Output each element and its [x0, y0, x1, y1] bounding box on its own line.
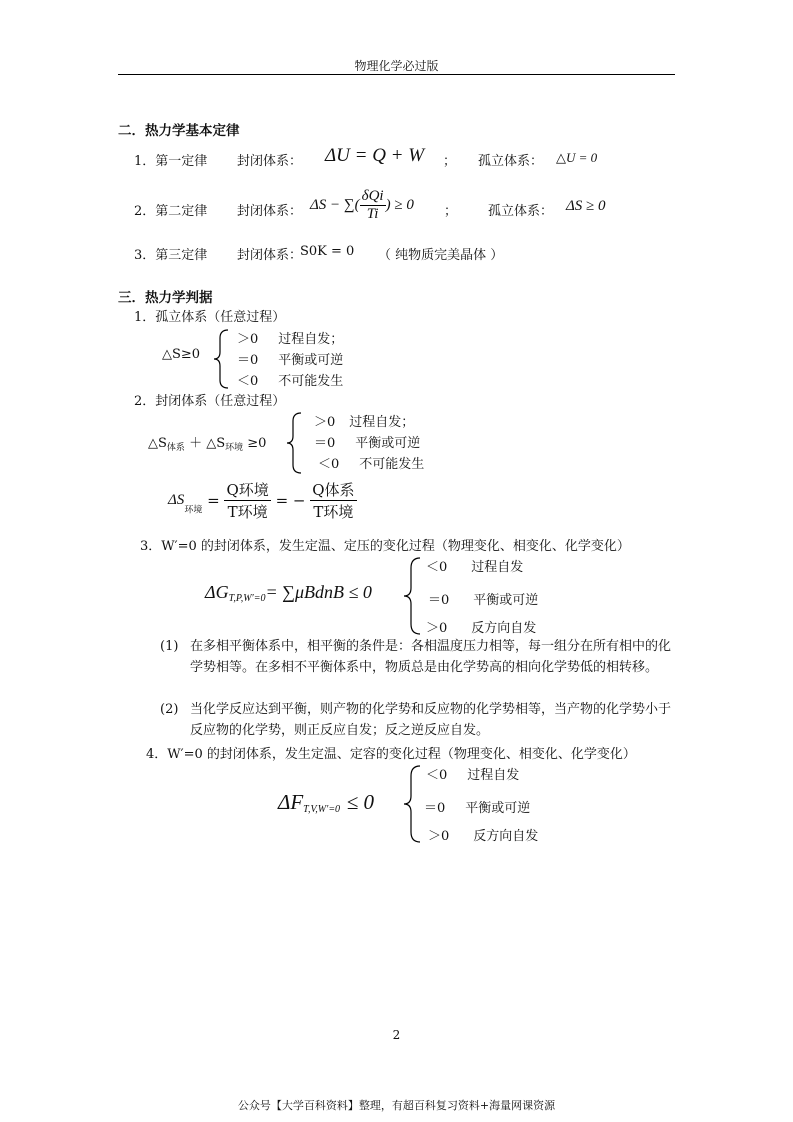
- law2-rhs: ) ≥ 0: [385, 197, 414, 213]
- item1-case-3-text: 不可能发生: [278, 374, 344, 389]
- item3-case-1: [426, 556, 523, 575]
- item4-case-1: [426, 764, 519, 783]
- item3-case-3-sign: ＞0: [426, 621, 448, 636]
- item4-rhs: ≤ 0: [346, 790, 375, 814]
- env-eq-lhs: ΔS: [168, 492, 185, 508]
- env-eq-equals2: = −: [275, 491, 306, 510]
- note2-text: 当化学反应达到平衡，则产物的化学势和反应物的化学势相等，当产物的化学势小于反应物的化学势，则正反应自发；反之逆反应自发。: [190, 702, 672, 738]
- item4-lhs: ΔF: [278, 790, 304, 814]
- law2-equation: [310, 188, 414, 223]
- page-number: 2: [392, 1028, 401, 1042]
- item1-case-1-text: 过程自发；: [278, 332, 344, 347]
- law2-numerator: δQi: [361, 188, 384, 204]
- page-header-title: 物理化学必过版: [354, 59, 439, 73]
- law2-separator: ；: [444, 204, 458, 219]
- item4-case-2-text: 平衡或可逆: [465, 801, 531, 816]
- item1-brace: [212, 328, 232, 390]
- item3-case-3: [426, 617, 536, 636]
- env-entropy-equation: [168, 479, 357, 522]
- item4-case-2-sign: ＝0: [424, 801, 446, 816]
- item2-lhs-ge: ≥0: [247, 436, 267, 451]
- item2-lhs-plus: ＋ △S: [189, 436, 226, 451]
- item3-lhs: ΔG: [205, 582, 229, 602]
- item2-case-2-sign: ＝0: [314, 436, 336, 451]
- item1-case-3-sign: ＜0: [237, 374, 259, 389]
- item3-case-2-text: 平衡或可逆: [473, 593, 539, 608]
- header-rule: [118, 74, 675, 75]
- item3-case-2-sign: ＝0: [428, 593, 450, 608]
- item1-case-1: [237, 328, 343, 347]
- item2-case-3: [318, 453, 424, 472]
- item3-label: 3．W′=0 的封闭体系，发生定温、定压的变化过程（物理变化、相变化、化学变化）: [140, 539, 630, 554]
- env-eq-den1: T环境: [227, 503, 268, 521]
- law2-lhs: ΔS − ∑(: [310, 197, 360, 213]
- item4-case-1-sign: ＜0: [426, 768, 448, 783]
- item1-case-1-sign: ＞0: [237, 332, 259, 347]
- item1-case-2-text: 平衡或可逆: [278, 353, 344, 368]
- item4-case-3-sign: ＞0: [428, 829, 450, 844]
- item1-case-2-sign: ＝0: [237, 353, 259, 368]
- footer-text: 公众号【大学百科资料】整理，有超百科复习资料+海量网课资源: [237, 1099, 556, 1112]
- law2-denominator: Ti: [366, 206, 379, 222]
- item2-case-2: [314, 432, 420, 451]
- item3-case-3-text: 反方向自发: [471, 621, 537, 636]
- env-eq-frac1: [224, 479, 270, 522]
- section3-heading: 三．热力学判据: [118, 290, 213, 306]
- env-eq-frac2: [310, 479, 356, 522]
- item2-lhs-a-sub: 体系: [166, 443, 185, 453]
- env-eq-num1: Q环境: [226, 481, 269, 499]
- item4-equation: [278, 790, 374, 815]
- item4-case-3-text: 反方向自发: [473, 829, 539, 844]
- law3-closed-label: 封闭体系：: [237, 248, 303, 263]
- law1-separator: ；: [443, 154, 457, 169]
- law1-label: 1．第一定律: [134, 154, 208, 169]
- item4-lhs-sub: T,V,W′=0: [303, 804, 341, 815]
- law1-equation: ΔU = Q + W: [325, 145, 425, 166]
- env-eq-equals: =: [207, 491, 220, 510]
- item2-lhs: [148, 432, 266, 453]
- env-eq-num2: Q体系: [312, 481, 355, 499]
- law3-label: 3．第三定律: [134, 248, 208, 263]
- item3-case-1-text: 过程自发: [471, 560, 524, 575]
- item2-brace: [285, 411, 305, 475]
- law3-equation: S0K = 0: [300, 244, 355, 259]
- item3-rhs: = ∑μBdnB ≤ 0: [265, 582, 372, 602]
- section2-heading: 二．热力学基本定律: [118, 123, 240, 139]
- law2-label: 2．第二定律: [134, 204, 208, 219]
- law2-closed-label: 封闭体系：: [237, 204, 303, 219]
- item2-label: 2．封闭体系（任意过程）: [134, 394, 286, 409]
- item2-case-3-sign: ＜0: [318, 457, 340, 472]
- item3-equation: [205, 582, 372, 604]
- note2-number: (2): [160, 702, 179, 717]
- item3-case-2: [428, 589, 538, 608]
- item2-lhs-b-sub: 环境: [225, 443, 244, 453]
- item4-case-1-text: 过程自发: [467, 768, 520, 783]
- law1-isolated-label: 孤立体系：: [478, 154, 544, 169]
- item2-case-2-text: 平衡或可逆: [355, 436, 421, 451]
- item2-case-3-text: 不可能发生: [359, 457, 425, 472]
- law1-closed-label: 封闭体系：: [237, 154, 303, 169]
- item2-case-1-text: 过程自发；: [349, 415, 415, 430]
- item4-case-3: [428, 825, 538, 844]
- item2-lhs-a: △S: [148, 436, 167, 451]
- note1-text: 在多相平衡体系中，相平衡的条件是：各相温度压力相等，每一组分在所有相中的化学势相等。在多相不平衡体系中，物质总是由化学势高的相向化学势低的相转移。: [190, 639, 672, 675]
- law2-isolated-equation: ΔS ≥ 0: [566, 198, 606, 214]
- item4-label: 4．W′=0 的封闭体系，发生定温、定容的变化过程（物理变化、相变化、化学变化）: [146, 747, 636, 762]
- law3-note: （ 纯物质完美晶体 ）: [378, 248, 504, 263]
- item1-label: 1．孤立体系（任意过程）: [134, 310, 286, 325]
- item3-brace: [402, 556, 424, 636]
- item2-case-1-sign: ＞0: [314, 415, 336, 430]
- item4-case-2: [424, 797, 530, 816]
- item4-brace: [402, 764, 424, 844]
- item2-case-1: [314, 411, 414, 430]
- env-eq-den2: T环境: [313, 503, 354, 521]
- env-eq-lhs-sub: 环境: [184, 505, 203, 516]
- item1-case-3: [237, 370, 343, 389]
- law1-isolated-equation: △U = 0: [556, 150, 598, 165]
- item3-lhs-sub: T,P,W′=0: [228, 593, 266, 604]
- item1-case-2: [237, 349, 343, 368]
- item3-case-1-sign: ＜0: [426, 560, 448, 575]
- law2-fraction: [360, 188, 386, 223]
- note1-number: (1): [160, 639, 179, 654]
- item1-lhs: △S≥0: [162, 347, 201, 362]
- law2-isolated-label: 孤立体系：: [488, 204, 554, 219]
